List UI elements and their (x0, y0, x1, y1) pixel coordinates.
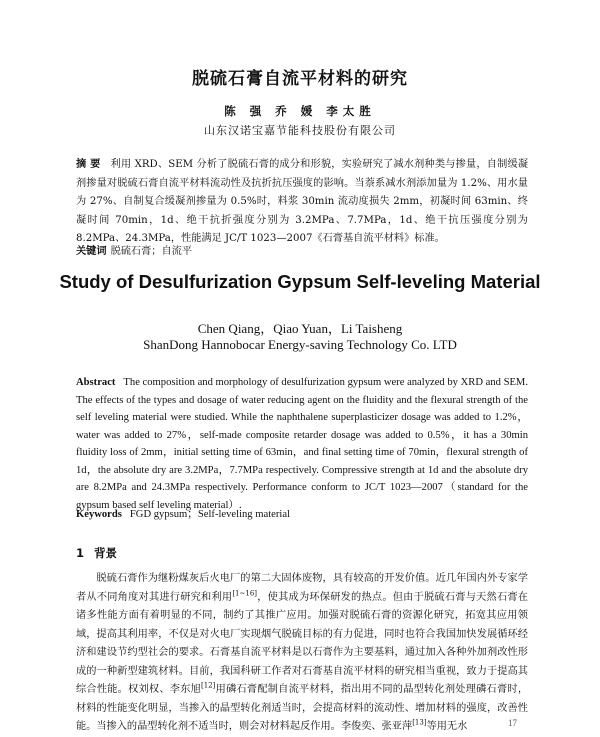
abstract-en-label: Abstract (76, 377, 116, 388)
keywords-en-text: FGD gypsum；Self-leveling material (129, 509, 290, 520)
body-text-part-1: 脱硫石膏作为继粉煤灰后火电厂的第二大固体废物，具有较高的开发价值。近几年国内外专家学者从不同角度对其进行研究和利用 (76, 573, 528, 603)
section-title: 背景 (94, 546, 118, 560)
keywords-cn-label: 关键词 (76, 246, 107, 257)
authors-en: Chen Qiang，Qiao Yuan，Li Taisheng (197, 321, 403, 336)
body-text-part-2: ，使其成为环保研发的热点。但由于脱硫石膏与天然石膏在诸多性能方面有着明显的不同，制约了其推广应用。加强对脱硫石膏的资源化研究，拓宽其应用领域，提高其利用率，不仅是对火电厂实现烟气脱硫目标的有力促进，同时也符合我国加快发展循环经济和建设节约型社会的要求。石膏基自流平材料是以石膏作为主要基料，通过加入各种外加剂改性形成的一种新型建筑材料。目前，我国科研工作者对石膏基自流平材料的研究相当重视，致力于提高其综合性能。权刘权、李东旭 (76, 591, 528, 695)
abstract-en (76, 374, 528, 514)
page-number: 17 (508, 718, 517, 728)
keywords-en-label: Keywords (76, 509, 122, 520)
abstract-en-text: The composition and morphology of desulfurization gypsum were analyzed by XRD and SEM. The effects of the types and dosage of water reducing agent on the fluidity and the flexural strength of the self leveling material were studied. While the naphthalene superplasticizer dosage was added to 1.2%，water was added to 27%，self-made composite retarder dosage was added to 0.5%，it has a 30min fluidity loss of 2mm，initial setting time of 63min，and final setting time of 70min，flexural strength of 1d，the absolute dry are 3.2MPa，7.7MPa respectively. Compressive strength at 1d and the absolute dry are 8.2MPa and 24.3MPa respectively. Performance conform to JC/T 1023—2007（standard for the gypsum based self leveling material）. (76, 377, 528, 511)
keywords-en (76, 506, 528, 521)
affiliation-cn: 山东汉诺宝嘉节能科技股份有限公司 (204, 124, 396, 137)
section-heading (76, 545, 117, 561)
title-en: Study of Desulfurization Gypsum Self-leveling Material (59, 271, 541, 292)
section-number: 1 (76, 546, 85, 560)
citation-ref-1: [1~16] (232, 589, 258, 598)
title-cn: 脱硫石膏自流平材料的研究 (192, 69, 408, 89)
affiliation-en: ShanDong Hannobocar Energy-saving Technology Co. LTD (143, 337, 457, 352)
citation-ref-2: [12] (201, 681, 216, 690)
abstract-cn (76, 156, 528, 249)
body-text-part-4: 等用无水 (426, 721, 468, 732)
abstract-cn-label: 摘 要 (76, 159, 101, 170)
keywords-cn-text: 脱硫石膏；自流平 (110, 246, 193, 257)
body-text-part-3: 用磷石膏配制自流平材料，指出用不同的晶型转化剂处理磷石膏时，材料的性能变化明显，当掺入的晶型转化剂适当时，会提高材料的流动性、增加材料的强度，改善性能。当掺入的晶型转化剂不适当时，则会对材料起反作用。李俊奕、张亚萍 (76, 684, 529, 732)
authors-cn: 陈 强 乔 媛 李太胜 (224, 104, 376, 118)
abstract-cn-text: 利用 XRD、SEM 分析了脱硫石膏的成分和形貌，实验研究了减水剂种类与掺量，自制缓凝剂掺量对脱硫石膏自流平材料流动性及抗折抗压强度的影响。当萘系减水剂添加量为 1.2%、用水量为 27%、自制复合缓凝剂掺量为 0.5%时，料浆 30min 流动度损失 2mm，初凝时间 63min、终凝时间 70min，1d、绝干抗折强度分别为 3.2MPa、7.7MPa，1d、绝干抗压强度分别为 8.2MPa、24.3MPa，性能满足 JC/T 1023—2007《石膏基自流平材料》标准。 (76, 159, 529, 244)
citation-ref-3: [13] (412, 718, 427, 727)
keywords-cn (76, 242, 528, 257)
